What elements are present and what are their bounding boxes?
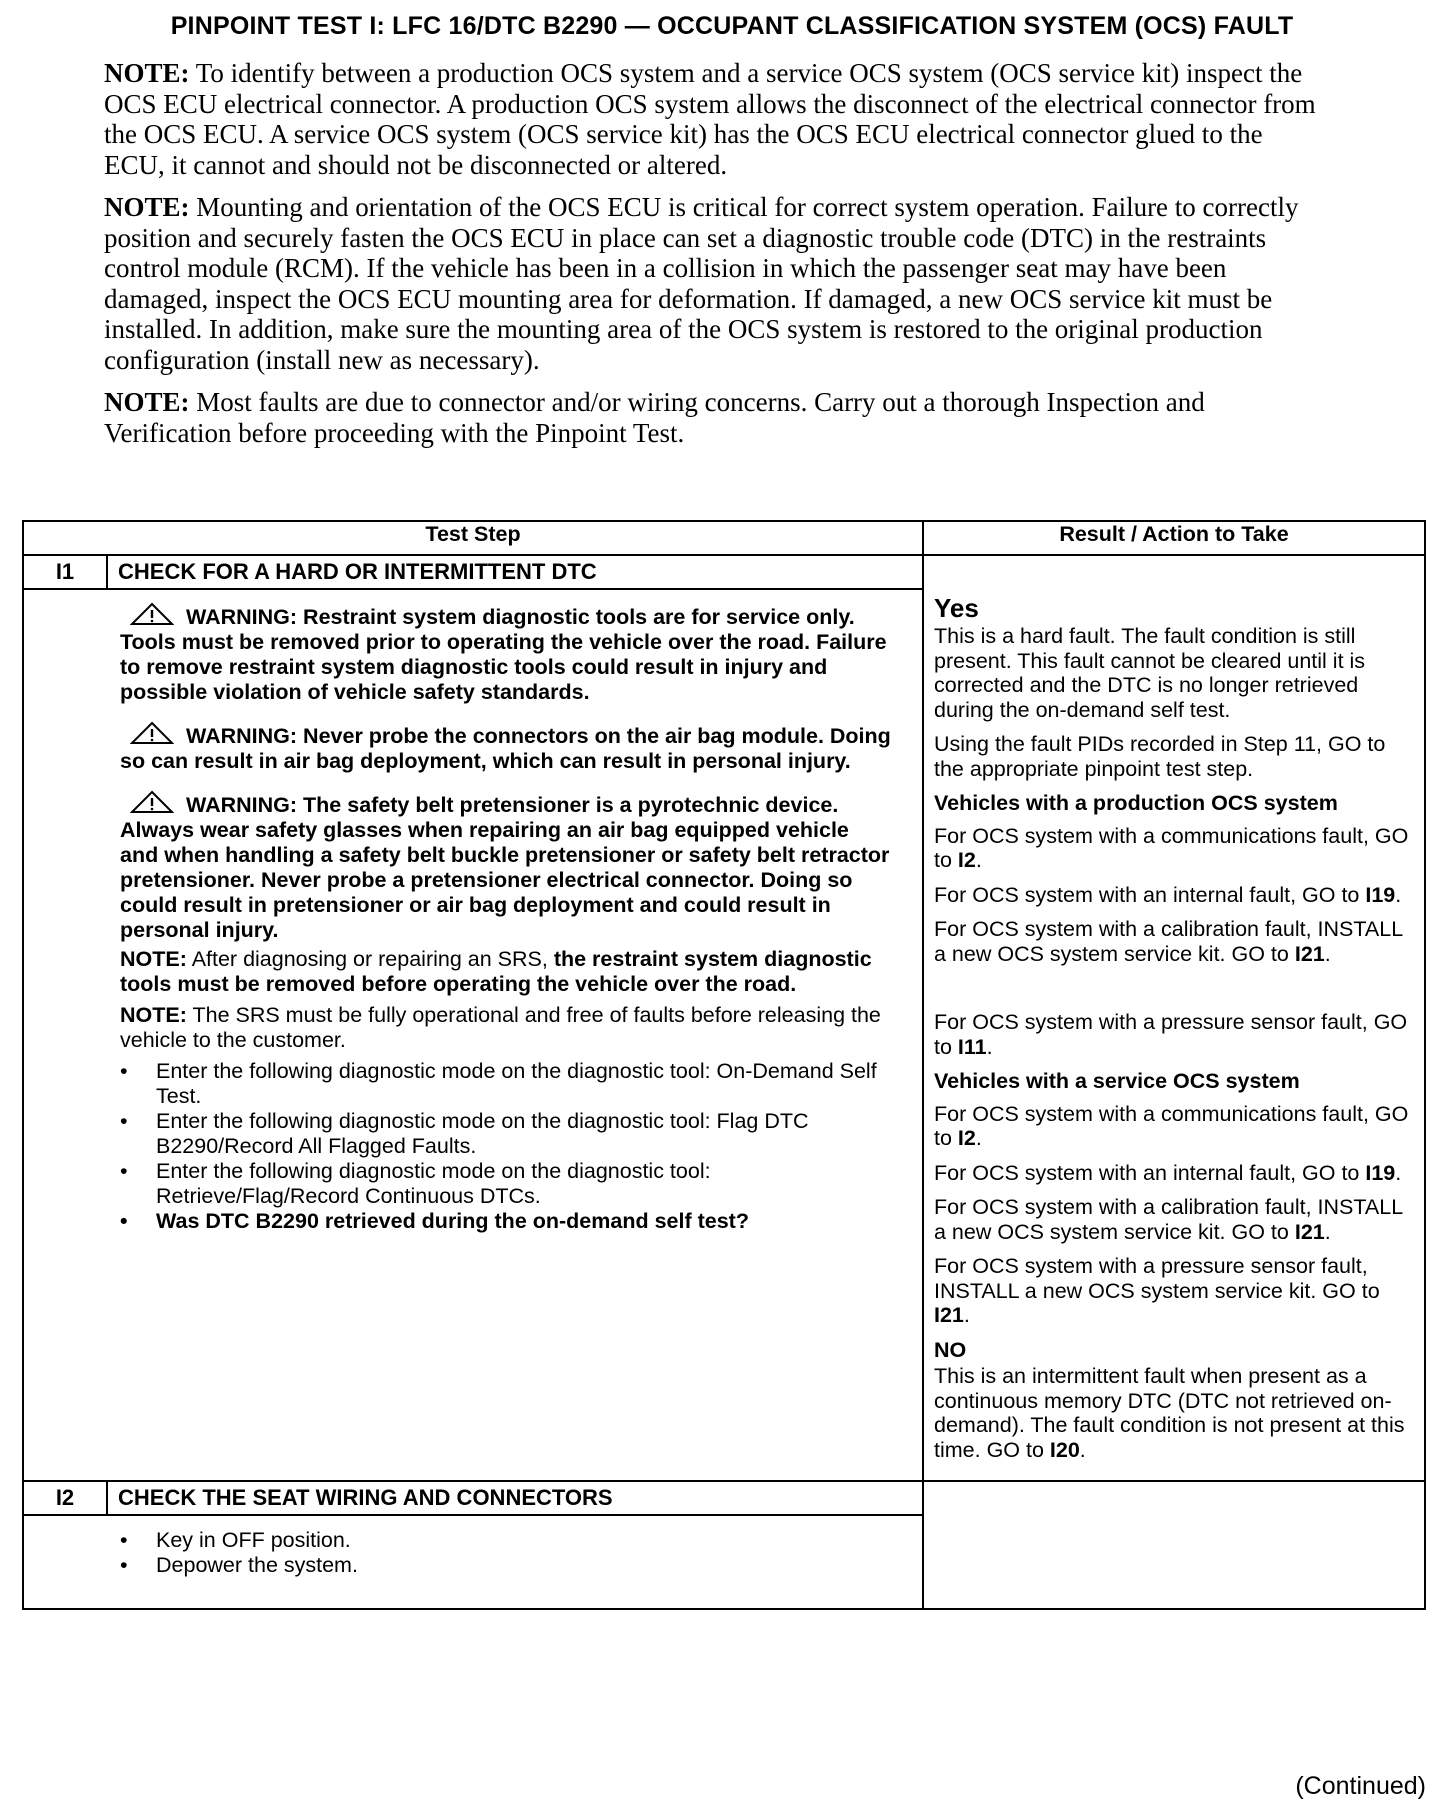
result-production-item: For OCS system with an internal fault, GO to I19.	[934, 882, 1402, 907]
page-title: PINPOINT TEST I: LFC 16/DTC B2290 — OCCUPANT CLASSIFICATION SYSTEM (OCS) FAULT	[170, 12, 1294, 40]
warning-diagnostic-tools: WARNING: Restraint system diagnostic tools are for service only. Tools must be removed prior to operating the vehicle over the road. Failure to remove restraint system diagnostic tools could result in injury and possible violation of vehicle safety standards.	[120, 602, 892, 705]
result-production-item: For OCS system with a calibration fault, INSTALL a new OCS system service kit. GO to I21.	[934, 917, 1403, 966]
note-srs-tools: NOTE: After diagnosing or repairing an SRS, the restraint system diagnostic tools must be removed before operating the vehicle over the road.	[120, 947, 872, 996]
result-production-item: For OCS system with a pressure sensor fault, GO to I11.	[934, 1010, 1408, 1059]
note-ecu-mounting	[104, 192, 1330, 375]
warning-pretensioner: WARNING: The safety belt pretensioner is a pyrotechnic device. Always wear safety glasses when repairing an air bag equipped vehicle and when handling a safety belt buckle pretensioner or safety belt retractor pretensioner. Never probe a pretensioner electrical connector. Doing so could result in pretensioner or air bag deployment and could result in personal injury.	[120, 790, 892, 943]
result-yes-label: Yes	[934, 593, 979, 623]
step-title: CHECK THE SEAT WIRING AND CONNECTORS	[107, 1481, 923, 1515]
list-item: • Depower the system.	[120, 1553, 892, 1578]
continued-label: (Continued)	[1295, 1772, 1426, 1800]
result-pids-text: Using the fault PIDs recorded in Step 11, GO to the appropriate pinpoint test step.	[934, 732, 1386, 781]
step-title: CHECK FOR A HARD OR INTERMITTENT DTC	[107, 555, 923, 589]
step-i2-result	[923, 1481, 1425, 1609]
note-ocs-identification	[104, 58, 1330, 180]
step-number: I2	[23, 1481, 107, 1515]
warning-triangle-icon	[130, 602, 174, 626]
table-header-row	[23, 521, 1425, 555]
list-item: • Enter the following diagnostic mode on the diagnostic tool: On-Demand Self Test.	[120, 1059, 892, 1109]
note-text: To identify between a production OCS system and a service OCS system (OCS service kit) inspect the OCS ECU electrical connector. A production OCS system allows the disconnect of the electrical connector from the OCS ECU. A service OCS system (OCS service kit) has the OCS ECU electrical connector glued to the ECU, it cannot and should not be disconnected or altered.	[104, 58, 1316, 180]
result-service-item: For OCS system with a pressure sensor fault, INSTALL a new OCS system service kit. GO to I21.	[934, 1254, 1380, 1327]
result-yes-text: This is a hard fault. The fault condition is still present. This fault cannot be cleared until it is corrected and the DTC is no longer retrieved during the on-demand self test.	[934, 624, 1366, 722]
result-service-item: For OCS system with a communications fault, GO to I2.	[934, 1101, 1409, 1150]
note-label: NOTE:	[104, 387, 190, 417]
result-production-header: Vehicles with a production OCS system	[934, 791, 1338, 815]
note-label: NOTE:	[104, 58, 190, 88]
result-service-item: For OCS system with a calibration fault, INSTALL a new OCS system service kit. GO to I21.	[934, 1195, 1403, 1244]
result-service-header: Vehicles with a service OCS system	[934, 1069, 1300, 1093]
note-text: Mounting and orientation of the OCS ECU is critical for correct system operation. Failure to correctly position and securely fasten the OCS ECU in place can set a diagnostic trouble code (DTC) in the restraints control module (RCM). If the vehicle has been in a collision in which the passenger seat may have been damaged, inspect the OCS ECU mounting area for deformation. If damaged, a new OCS service kit must be installed. In addition, make sure the mounting area of the OCS system is restored to the original production configuration (install new as necessary).	[104, 192, 1299, 375]
step-question: • Was DTC B2290 retrieved during the on-demand self test?	[120, 1209, 892, 1234]
step-number: I1	[23, 555, 107, 589]
warning-airbag-connectors: WARNING: Never probe the connectors on the air bag module. Doing so can result in air bag deployment, which can result in personal injury.	[120, 721, 892, 774]
step-i2-content	[23, 1515, 923, 1609]
result-production-item: For OCS system with a communications fault, GO to I2.	[934, 823, 1409, 872]
step-i2-bullets	[120, 1528, 892, 1578]
step-i1-title-row	[23, 555, 1425, 589]
list-item: • Enter the following diagnostic mode on the diagnostic tool: Retrieve/Flag/Record Continuous DTCs.	[120, 1159, 892, 1209]
pinpoint-test-table	[22, 520, 1426, 1610]
note-srs-operational: NOTE: The SRS must be fully operational and free of faults before releasing the vehicle to the customer.	[120, 1003, 881, 1052]
step-i1-content	[23, 589, 923, 1481]
result-service-item: For OCS system with an internal fault, GO to I19.	[934, 1160, 1402, 1185]
col-header-result: Result / Action to Take	[923, 521, 1425, 555]
intro-notes	[104, 58, 1330, 460]
step-i2-title-row	[23, 1481, 1425, 1515]
note-connector-concerns	[104, 387, 1330, 448]
list-item: • Key in OFF position.	[120, 1528, 892, 1553]
step-i1-bullets	[120, 1059, 892, 1234]
col-header-test-step: Test Step	[23, 521, 923, 555]
step-i1-result	[923, 555, 1425, 1481]
note-text: Most faults are due to connector and/or wiring concerns. Carry out a thorough Inspection and Verification before proceeding with the Pinpoint Test.	[104, 387, 1205, 448]
result-no-label: NO	[934, 1337, 967, 1362]
warning-triangle-icon	[130, 721, 174, 745]
note-label: NOTE:	[104, 192, 190, 222]
list-item: • Enter the following diagnostic mode on the diagnostic tool: Flag DTC B2290/Record All Flagged Faults.	[120, 1109, 892, 1159]
warning-triangle-icon	[130, 790, 174, 814]
result-no-text: This is an intermittent fault when present as a continuous memory DTC (DTC not retrieved on-demand). The fault condition is not present at this time. GO to I20.	[934, 1364, 1405, 1462]
